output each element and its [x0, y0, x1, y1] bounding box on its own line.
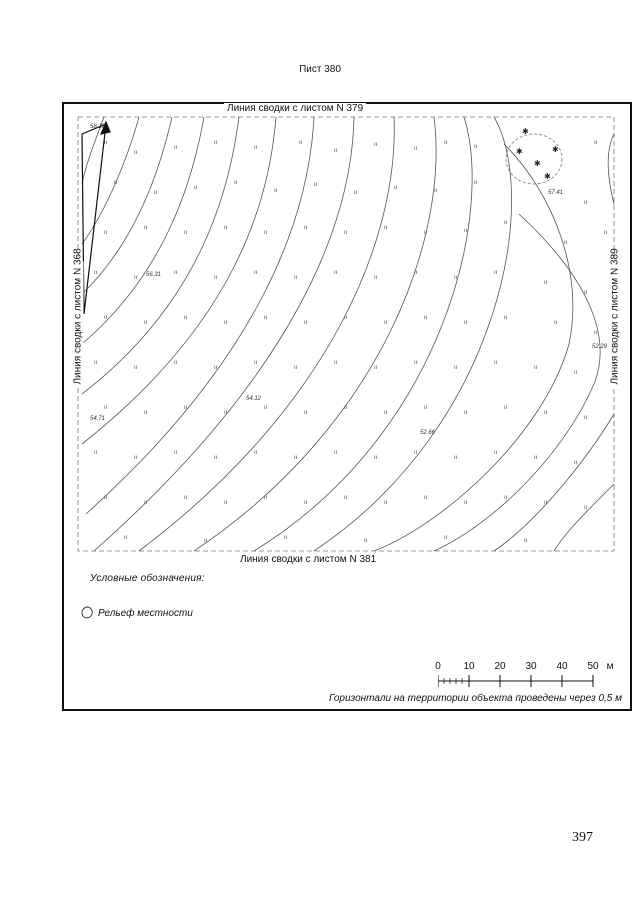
svg-text:ıı: ıı	[254, 360, 258, 366]
svg-text:ıı: ıı	[294, 365, 298, 371]
scale-bar	[435, 661, 614, 691]
svg-text:ıı: ıı	[254, 270, 258, 276]
svg-text:ıı: ıı	[504, 315, 508, 321]
contour-lines	[82, 117, 614, 551]
svg-text:ıı: ıı	[234, 180, 238, 186]
svg-text:ıı: ıı	[344, 495, 348, 501]
svg-text:ıı: ıı	[134, 365, 138, 371]
svg-text:ıı: ıı	[474, 180, 478, 186]
elevation-label: 58.18	[90, 124, 106, 130]
svg-text:ıı: ıı	[144, 500, 148, 506]
svg-text:ıı: ıı	[384, 320, 388, 326]
svg-text:ıı: ıı	[134, 150, 138, 156]
svg-text:ıı: ıı	[424, 230, 428, 236]
svg-text:ıı: ıı	[374, 275, 378, 281]
legend-title: Условные обозначения:	[90, 573, 205, 584]
scale-ruler	[438, 661, 608, 691]
svg-text:ıı: ıı	[294, 455, 298, 461]
svg-text:ıı: ıı	[254, 450, 258, 456]
svg-text:ıı: ıı	[314, 182, 318, 188]
svg-text:ıı: ıı	[104, 405, 108, 411]
svg-text:✱: ✱	[516, 147, 523, 156]
svg-text:ıı: ıı	[304, 320, 308, 326]
svg-text:ıı: ıı	[394, 185, 398, 191]
sheet-title: Пист 380	[299, 64, 341, 75]
svg-text:ıı: ıı	[344, 405, 348, 411]
svg-text:ıı: ıı	[134, 275, 138, 281]
svg-text:ıı: ıı	[504, 220, 508, 226]
svg-text:ıı: ıı	[494, 360, 498, 366]
svg-text:ıı: ıı	[304, 410, 308, 416]
scale-label: 0	[435, 661, 441, 672]
svg-text:✱: ✱	[522, 127, 529, 136]
match-line-right: Линия сводки с листом N 389	[610, 262, 621, 388]
match-line-left: Линия сводки с листом N 368	[73, 262, 84, 388]
svg-text:ıı: ıı	[424, 405, 428, 411]
svg-text:ıı: ıı	[214, 275, 218, 281]
elevation-label: 52.66	[420, 430, 436, 436]
svg-text:ıı: ıı	[424, 495, 428, 501]
svg-text:ıı: ıı	[334, 450, 338, 456]
page-number: 397	[572, 830, 593, 845]
svg-text:✱: ✱	[552, 145, 559, 154]
svg-text:ıı: ıı	[294, 275, 298, 281]
svg-text:ıı: ıı	[264, 495, 268, 501]
tree-marks	[516, 127, 559, 181]
elevation-label: 56.31	[146, 272, 162, 278]
svg-text:ıı: ıı	[534, 365, 538, 371]
svg-text:ıı: ıı	[504, 495, 508, 501]
svg-text:ıı: ıı	[94, 360, 98, 366]
match-line-bottom: Линия сводки с листом N 381	[237, 554, 379, 565]
svg-text:ıı: ıı	[264, 315, 268, 321]
relief-icon	[80, 606, 94, 620]
svg-text:ıı: ıı	[299, 140, 303, 146]
svg-text:ıı: ıı	[344, 230, 348, 236]
svg-text:ıı: ıı	[414, 270, 418, 276]
svg-text:ıı: ıı	[544, 500, 548, 506]
north-arrow-icon	[82, 122, 110, 314]
svg-text:ıı: ıı	[184, 230, 188, 236]
elevation-label: 54.12	[246, 396, 262, 402]
svg-text:ıı: ıı	[494, 270, 498, 276]
scale-label: 50	[587, 661, 599, 672]
svg-text:ıı: ıı	[564, 240, 568, 246]
match-line-top: Линия сводки с листом N 379	[224, 103, 366, 114]
svg-text:ıı: ıı	[174, 145, 178, 151]
scale-label: 30	[525, 661, 537, 672]
svg-text:ıı: ıı	[224, 225, 228, 231]
svg-text:ıı: ıı	[104, 140, 108, 146]
legend-item-label: Рельеф местности	[98, 607, 193, 619]
svg-text:ıı: ıı	[424, 315, 428, 321]
svg-text:ıı: ıı	[414, 360, 418, 366]
svg-text:ıı: ıı	[494, 450, 498, 456]
svg-text:ıı: ıı	[454, 275, 458, 281]
scale-label: 20	[494, 661, 506, 672]
scale-label: 40	[556, 661, 568, 672]
svg-text:ıı: ıı	[534, 455, 538, 461]
svg-text:ıı: ıı	[184, 405, 188, 411]
elevation-label: 57.41	[548, 190, 564, 196]
svg-text:ıı: ıı	[444, 535, 448, 541]
svg-text:ıı: ıı	[604, 230, 608, 236]
svg-text:ıı: ıı	[304, 500, 308, 506]
svg-text:ıı: ıı	[334, 148, 338, 154]
svg-text:ıı: ıı	[584, 505, 588, 511]
svg-text:ıı: ıı	[174, 450, 178, 456]
svg-text:ıı: ıı	[364, 538, 368, 544]
svg-text:ıı: ıı	[594, 330, 598, 336]
svg-text:ıı: ıı	[454, 455, 458, 461]
svg-text:ıı: ıı	[224, 500, 228, 506]
svg-text:ıı: ıı	[304, 225, 308, 231]
svg-text:ıı: ıı	[184, 495, 188, 501]
svg-text:ıı: ıı	[374, 455, 378, 461]
svg-text:ıı: ıı	[544, 410, 548, 416]
svg-text:ıı: ıı	[584, 290, 588, 296]
svg-text:ıı: ıı	[144, 320, 148, 326]
svg-text:ıı: ıı	[214, 140, 218, 146]
svg-text:ıı: ıı	[574, 370, 578, 376]
vegetation-marks	[94, 140, 608, 544]
map-frame	[62, 102, 632, 711]
svg-text:ıı: ıı	[184, 315, 188, 321]
svg-text:ıı: ıı	[334, 270, 338, 276]
svg-text:ıı: ıı	[214, 455, 218, 461]
svg-text:ıı: ıı	[464, 500, 468, 506]
svg-text:ıı: ıı	[124, 535, 128, 541]
svg-text:ıı: ıı	[464, 410, 468, 416]
svg-text:ıı: ıı	[434, 188, 438, 194]
legend-item	[80, 606, 193, 620]
svg-text:✱: ✱	[534, 159, 541, 168]
svg-text:ıı: ıı	[224, 410, 228, 416]
contour-interval-note: Горизонтали на территории объекта проведены через 0,5 м	[328, 693, 622, 704]
scale-label: 10	[463, 661, 475, 672]
svg-text:ıı: ıı	[454, 365, 458, 371]
svg-text:ıı: ıı	[334, 360, 338, 366]
elevation-label: 52.29	[592, 344, 608, 350]
svg-text:ıı: ıı	[384, 225, 388, 231]
svg-text:ıı: ıı	[354, 190, 358, 196]
svg-text:ıı: ıı	[264, 230, 268, 236]
svg-text:ıı: ıı	[414, 450, 418, 456]
svg-text:ıı: ıı	[144, 225, 148, 231]
svg-text:ıı: ıı	[174, 360, 178, 366]
svg-text:ıı: ıı	[104, 315, 108, 321]
svg-text:ıı: ıı	[94, 450, 98, 456]
svg-text:ıı: ıı	[584, 200, 588, 206]
svg-text:ıı: ıı	[224, 320, 228, 326]
svg-text:ıı: ıı	[344, 315, 348, 321]
svg-text:ıı: ıı	[284, 535, 288, 541]
svg-text:ıı: ıı	[384, 500, 388, 506]
svg-text:ıı: ıı	[154, 190, 158, 196]
svg-text:ıı: ıı	[114, 180, 118, 186]
svg-text:ıı: ıı	[104, 495, 108, 501]
svg-text:ıı: ıı	[414, 146, 418, 152]
svg-text:ıı: ıı	[504, 405, 508, 411]
svg-text:ıı: ıı	[254, 145, 258, 151]
svg-text:ıı: ıı	[384, 410, 388, 416]
svg-text:ıı: ıı	[134, 455, 138, 461]
svg-text:ıı: ıı	[464, 228, 468, 234]
svg-text:ıı: ıı	[594, 140, 598, 146]
svg-text:ıı: ıı	[554, 320, 558, 326]
svg-text:ıı: ıı	[374, 365, 378, 371]
svg-text:ıı: ıı	[544, 280, 548, 286]
svg-text:ıı: ıı	[264, 405, 268, 411]
svg-text:ıı: ıı	[274, 188, 278, 194]
svg-text:ıı: ıı	[144, 410, 148, 416]
svg-text:ıı: ıı	[464, 320, 468, 326]
svg-text:✱: ✱	[544, 172, 551, 181]
svg-text:ıı: ıı	[584, 415, 588, 421]
svg-text:ıı: ıı	[524, 538, 528, 544]
svg-text:ıı: ıı	[214, 365, 218, 371]
svg-text:ıı: ıı	[374, 142, 378, 148]
svg-text:ıı: ıı	[194, 185, 198, 191]
svg-text:ıı: ıı	[474, 144, 478, 150]
svg-text:ıı: ıı	[574, 460, 578, 466]
svg-text:ıı: ıı	[104, 230, 108, 236]
elevation-label: 54.71	[90, 416, 106, 422]
svg-text:ıı: ıı	[174, 270, 178, 276]
svg-text:ıı: ıı	[444, 140, 448, 146]
scale-unit: м	[606, 661, 614, 672]
svg-text:ıı: ıı	[204, 538, 208, 544]
svg-text:ıı: ıı	[94, 270, 98, 276]
